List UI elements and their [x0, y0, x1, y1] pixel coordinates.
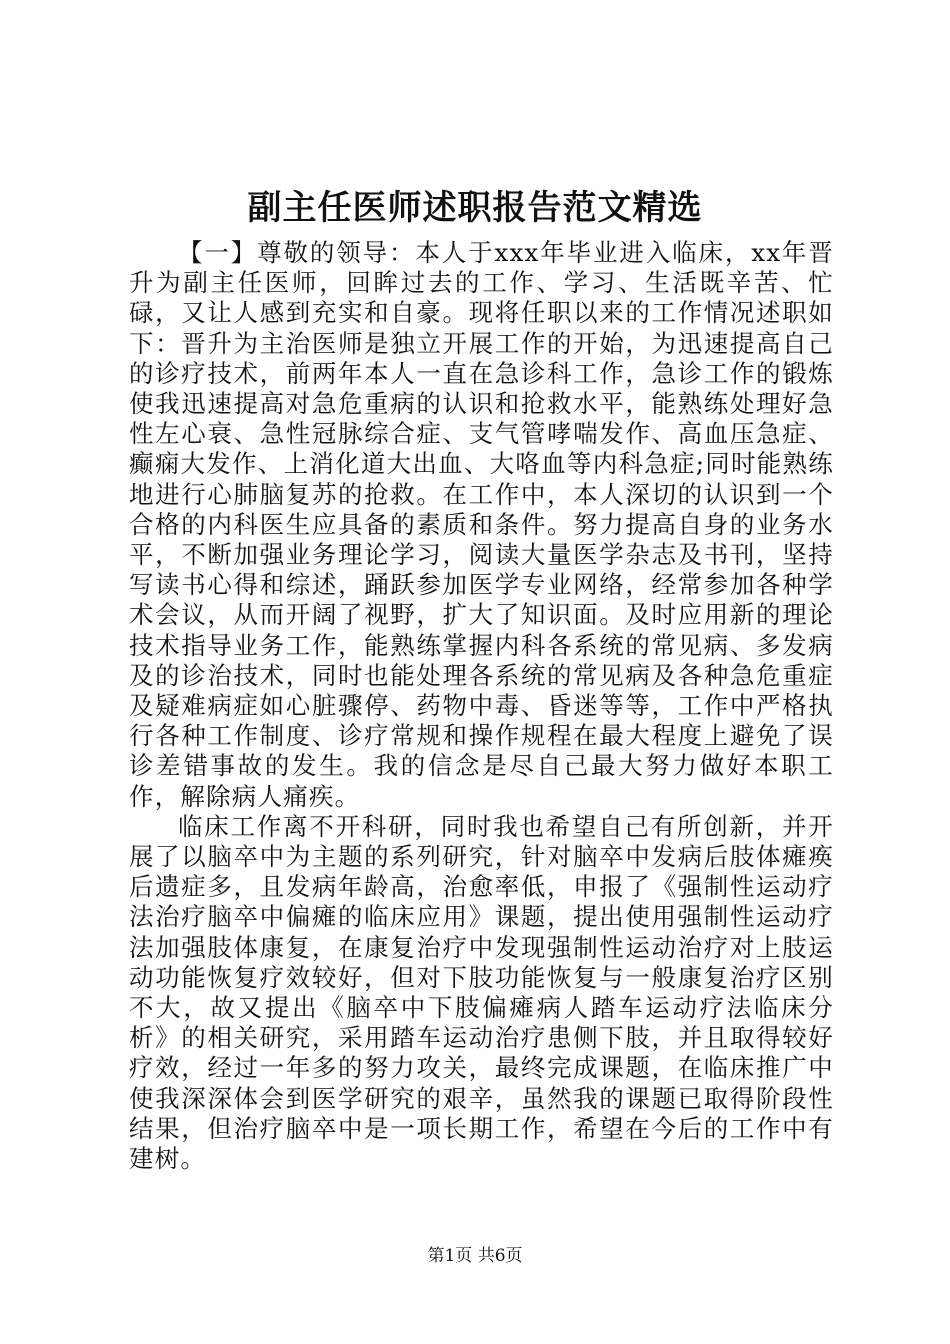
document-body [129, 238, 834, 1174]
page-number-footer: 第1页 共6页 [427, 1246, 523, 1266]
document-title: 副主任医师述职报告范文精选 [247, 188, 703, 228]
body-paragraph: 临床工作离不开科研，同时我也希望自己有所创新，并开展了以脑卒中为主题的系列研究，针对脑卒中发病后肢体瘫痪后遗症多，且发病年龄高，治愈率低，申报了《强制性运动疗法治疗脑卒中偏瘫的临床应用》课题，提出使用强制性运动疗法加强肢体康复，在康复治疗中发现强制性运动治疗对上肢运动功能恢复疗效较好，但对下肢功能恢复与一般康复治疗区别不大，故又提出《脑卒中下肢偏瘫病人踏车运动疗法临床分析》的相关研究，采用踏车运动治疗患侧下肢，并且取得较好疗效，经过一年多的努力攻关，最终完成课题，在临床推广中使我深深体会到医学研究的艰辛，虽然我的课题已取得阶段性结果，但治疗脑卒中是一项长期工作，希望在今后的工作中有建树。 [129, 811, 834, 1174]
body-paragraph: 【一】尊敬的领导：本人于xxx年毕业进入临床，xx年晋升为副主任医师，回眸过去的工作、学习、生活既辛苦、忙碌，又让人感到充实和自豪。现将任职以来的工作情况述职如下：晋升为主治医师是独立开展工作的开始，为迅速提高自己的诊疗技术，前两年本人一直在急诊科工作，急诊工作的锻炼使我迅速提高对急危重病的认识和抢救水平，能熟练处理好急性左心衰、急性冠脉综合症、支气管哮喘发作、高血压急症、癫痫大发作、上消化道大出血、大咯血等内科急症;同时能熟练地进行心肺脑复苏的抢救。在工作中，本人深切的认识到一个合格的内科医生应具备的素质和条件。努力提高自身的业务水平，不断加强业务理论学习，阅读大量医学杂志及书刊，坚持写读书心得和综述，踊跃参加医学专业网络，经常参加各种学术会议，从而开阔了视野，扩大了知识面。及时应用新的理论技术指导业务工作，能熟练掌握内科各系统的常见病、多发病及的诊治技术，同时也能处理各系统的常见病及各种急危重症及疑难病症如心脏骤停、药物中毒、昏迷等等，工作中严格执行各种工作制度、诊疗常规和操作规程在最大程度上避免了误诊差错事故的发生。我的信念是尽自己最大努力做好本职工作，解除病人痛疾。 [129, 238, 834, 811]
